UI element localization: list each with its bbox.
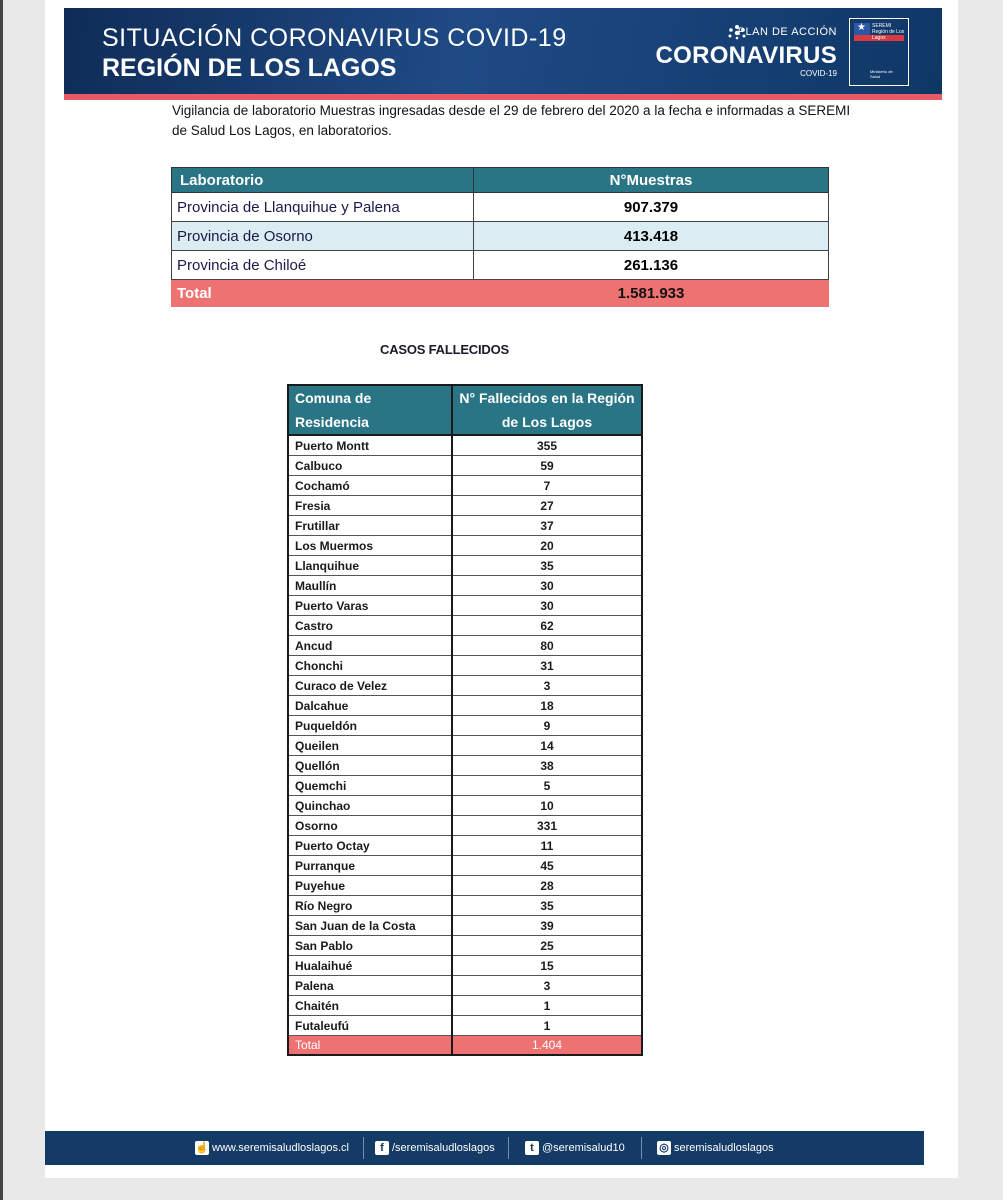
table-row	[288, 596, 642, 616]
table-row	[288, 956, 642, 976]
comuna-cell: Cochamó	[288, 476, 452, 496]
fallecidos-cell: 28	[452, 876, 642, 896]
fallecidos-cell: 7	[452, 476, 642, 496]
table-header-row	[288, 385, 642, 435]
table-row	[288, 536, 642, 556]
fallecidos-cell: 35	[452, 556, 642, 576]
fallecidos-cell: 5	[452, 776, 642, 796]
table-row	[288, 856, 642, 876]
lab-value-cell: 907.379	[474, 193, 829, 222]
plan-label: PLAN DE ACCIÓN	[737, 26, 837, 38]
table-row	[288, 756, 642, 776]
lab-samples-table	[171, 167, 829, 307]
table-row	[288, 736, 642, 756]
comuna-cell: San Pablo	[288, 936, 452, 956]
table-row	[288, 456, 642, 476]
table-row	[288, 435, 642, 456]
lab-value-cell: 261.136	[474, 251, 829, 280]
fallecidos-cell: 62	[452, 616, 642, 636]
table-row	[288, 576, 642, 596]
table-row	[288, 936, 642, 956]
viewer-bottom-bar	[45, 1178, 958, 1200]
twitter-icon: t	[525, 1141, 539, 1155]
table-row	[288, 796, 642, 816]
table-row	[288, 676, 642, 696]
comuna-cell: Hualaihué	[288, 956, 452, 976]
fallecidos-cell: 3	[452, 676, 642, 696]
fallecidos-cell: 331	[452, 816, 642, 836]
header-stripe	[64, 94, 942, 100]
column-header-comuna: Comuna de Residencia	[288, 385, 452, 435]
facebook-icon: f	[375, 1141, 389, 1155]
fallecidos-cell: 27	[452, 496, 642, 516]
table-row	[288, 696, 642, 716]
total-label: Total	[288, 1036, 452, 1056]
footer-divider	[363, 1137, 364, 1159]
comuna-cell: Curaco de Velez	[288, 676, 452, 696]
comuna-cell: Maullín	[288, 576, 452, 596]
fallecidos-cell: 59	[452, 456, 642, 476]
fallecidos-cell: 39	[452, 916, 642, 936]
fallecidos-cell: 30	[452, 596, 642, 616]
seremi-label: SEREMI Región de Los Lagos	[872, 23, 905, 41]
instagram-icon: ◎	[657, 1141, 671, 1155]
table-row	[288, 476, 642, 496]
fallecidos-cell: 14	[452, 736, 642, 756]
pointer-icon: ☝	[195, 1142, 209, 1155]
fallecidos-cell: 9	[452, 716, 642, 736]
table-row	[288, 656, 642, 676]
table-header-row	[172, 168, 829, 193]
comuna-cell: Puerto Octay	[288, 836, 452, 856]
table-row	[288, 1016, 642, 1036]
footer-divider	[641, 1137, 642, 1159]
fallecidos-cell: 80	[452, 636, 642, 656]
fallecidos-cell: 18	[452, 696, 642, 716]
comuna-cell: Castro	[288, 616, 452, 636]
fallecidos-cell: 31	[452, 656, 642, 676]
comuna-cell: Llanquihue	[288, 556, 452, 576]
comuna-cell: Quemchi	[288, 776, 452, 796]
footer-facebook-text: /seremisaludloslagos	[392, 1142, 495, 1154]
fallecidos-cell: 3	[452, 976, 642, 996]
table-row	[288, 976, 642, 996]
total-row	[172, 280, 829, 307]
column-header-muestras: N°Muestras	[474, 168, 829, 193]
footer-website-text: www.seremisaludloslagos.cl	[212, 1142, 349, 1154]
viewer-left-edge	[0, 0, 3, 1200]
comuna-cell: Chonchi	[288, 656, 452, 676]
seremi-logo	[849, 18, 909, 86]
fallecidos-cell: 30	[452, 576, 642, 596]
table-row	[288, 616, 642, 636]
comuna-cell: Puerto Varas	[288, 596, 452, 616]
comuna-cell: Quellón	[288, 756, 452, 776]
comuna-cell: Puqueldón	[288, 716, 452, 736]
table-row	[288, 816, 642, 836]
lab-value-cell: 413.418	[474, 222, 829, 251]
deaths-section-title: CASOS FALLECIDOS	[380, 342, 509, 357]
column-header-laboratorio: Laboratorio	[172, 168, 474, 193]
star-icon: ★	[857, 22, 866, 33]
footer-bar	[45, 1131, 924, 1165]
ministry-label: Ministerio de Salud	[870, 69, 893, 79]
comuna-cell: Ancud	[288, 636, 452, 656]
comuna-cell: Río Negro	[288, 896, 452, 916]
comuna-cell: Palena	[288, 976, 452, 996]
total-row	[288, 1036, 642, 1056]
comuna-cell: Puyehue	[288, 876, 452, 896]
fallecidos-cell: 10	[452, 796, 642, 816]
fallecidos-cell: 35	[452, 896, 642, 916]
comuna-cell: Frutillar	[288, 516, 452, 536]
footer-website-link[interactable]	[195, 1140, 349, 1156]
table-row	[288, 776, 642, 796]
fallecidos-cell: 15	[452, 956, 642, 976]
fallecidos-cell: 11	[452, 836, 642, 856]
fallecidos-cell: 37	[452, 516, 642, 536]
deaths-table	[287, 384, 643, 1056]
table-row	[288, 876, 642, 896]
footer-instagram-text: seremisaludloslagos	[674, 1142, 774, 1154]
total-value: 1.581.933	[474, 280, 829, 307]
comuna-cell: Chaitén	[288, 996, 452, 1016]
table-row	[288, 556, 642, 576]
comuna-cell: Purranque	[288, 856, 452, 876]
footer-twitter-link[interactable]	[525, 1140, 625, 1156]
comuna-cell: Calbuco	[288, 456, 452, 476]
header-title-line2: REGIÓN DE LOS LAGOS	[102, 54, 397, 82]
plan-main-title: CORONAVIRUS	[655, 42, 837, 69]
footer-divider	[508, 1137, 509, 1159]
total-label: Total	[172, 280, 474, 307]
table-row	[288, 996, 642, 1016]
fallecidos-cell: 1	[452, 1016, 642, 1036]
plan-de-accion-logo	[655, 22, 837, 84]
table-row	[288, 836, 642, 856]
total-value: 1.404	[452, 1036, 642, 1056]
comuna-cell: Queilen	[288, 736, 452, 756]
fallecidos-cell: 1	[452, 996, 642, 1016]
fallecidos-cell: 20	[452, 536, 642, 556]
comuna-cell: Osorno	[288, 816, 452, 836]
fallecidos-cell: 355	[452, 435, 642, 456]
table-row	[172, 222, 829, 251]
fallecidos-cell: 38	[452, 756, 642, 776]
lab-name-cell: Provincia de Osorno	[172, 222, 474, 251]
table-row	[288, 496, 642, 516]
footer-twitter-text: @seremisalud10	[542, 1142, 625, 1154]
comuna-cell: Quinchao	[288, 796, 452, 816]
footer-facebook-link[interactable]	[375, 1140, 495, 1156]
table-row	[288, 716, 642, 736]
plan-subtitle: COVID-19	[800, 69, 837, 78]
fallecidos-cell: 45	[452, 856, 642, 876]
comuna-cell: San Juan de la Costa	[288, 916, 452, 936]
header-banner	[64, 8, 942, 94]
fallecidos-cell: 25	[452, 936, 642, 956]
comuna-cell: Los Muermos	[288, 536, 452, 556]
comuna-cell: Futaleufú	[288, 1016, 452, 1036]
table-row	[288, 636, 642, 656]
comuna-cell: Dalcahue	[288, 696, 452, 716]
intro-paragraph: Vigilancia de laboratorio Muestras ingresadas desde el 29 de febrero del 2020 a la fecha e informadas a SEREMI de Salud Los Lagos, en laboratorios.	[172, 103, 851, 138]
footer-instagram-link[interactable]	[657, 1140, 774, 1156]
header-title-line1: SITUACIÓN CORONAVIRUS COVID-19	[102, 24, 567, 52]
table-row	[172, 251, 829, 280]
comuna-cell: Fresia	[288, 496, 452, 516]
column-header-fallecidos: N° Fallecidos en la Región de Los Lagos	[452, 385, 642, 435]
deaths-table-body	[288, 435, 642, 1055]
table-row	[288, 516, 642, 536]
table-row	[288, 916, 642, 936]
table-row	[172, 193, 829, 222]
lab-name-cell: Provincia de Llanquihue y Palena	[172, 193, 474, 222]
comuna-cell: Puerto Montt	[288, 435, 452, 456]
table-row	[288, 896, 642, 916]
lab-name-cell: Provincia de Chiloé	[172, 251, 474, 280]
